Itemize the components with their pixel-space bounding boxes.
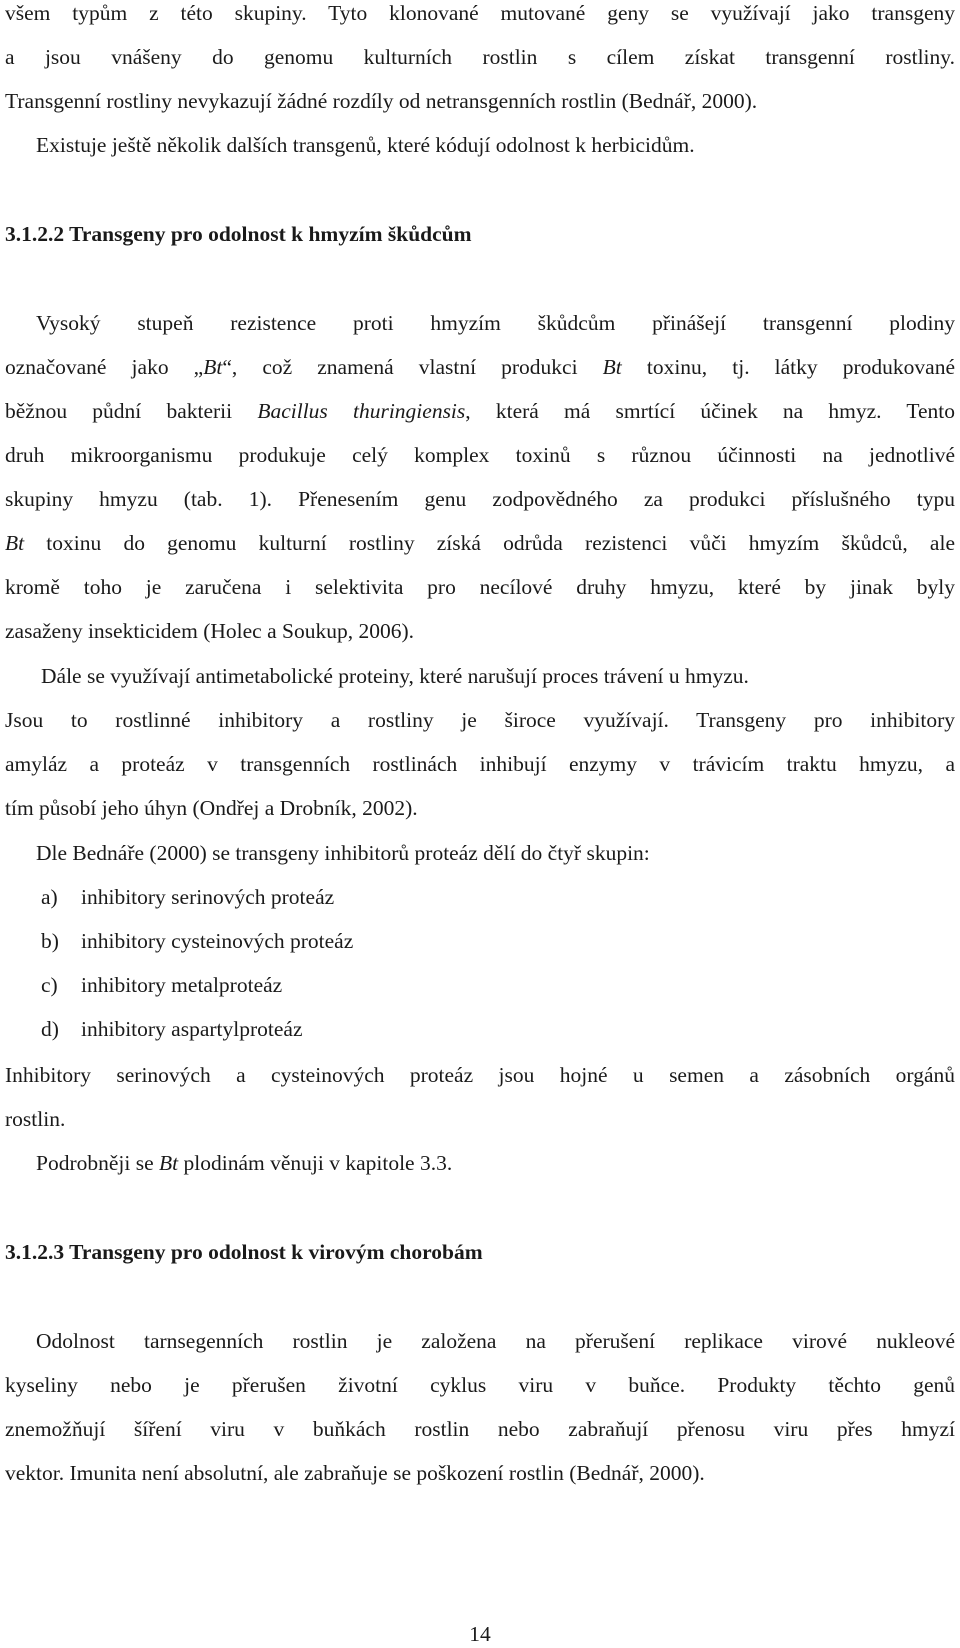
para-line: amyláz a proteáz v transgenních rostlinách inhibují enzymy v trávicím traktu hmyzu, a: [5, 752, 955, 776]
para-line: kromě toho je zaručena i selektivita pro necílové druhy hmyzu, které by jinak byly: [5, 575, 955, 599]
text-run: plodinám věnuji v kapitole 3.3.: [178, 1151, 453, 1175]
list-item: [41, 971, 941, 999]
list-item-text: inhibitory serinových proteáz: [81, 885, 335, 909]
para-line: znemožňují šíření viru v buňkách rostlin nebo zabraňují přenosu viru přes hmyzí: [5, 1417, 955, 1441]
list-item: [41, 1015, 941, 1043]
list-item-label: b): [41, 929, 59, 953]
para-line: Vysoký stupeň rezistence proti hmyzím škůdcům přinášejí transgenní plodiny: [36, 311, 955, 335]
para-line: [5, 397, 955, 425]
list-item-label: a): [41, 885, 58, 909]
text-run: označované jako „: [5, 355, 204, 379]
italic-term: Bt: [602, 355, 622, 379]
para-line: rostlin.: [5, 1107, 66, 1131]
para-line: Inhibitory serinových a cysteinových proteáz jsou hojné u semen a zásobních orgánů: [5, 1063, 955, 1087]
text-run: toxinu do genomu kulturní rostliny získá odrůda rezistenci vůči hmyzím škůdců, ale: [24, 531, 955, 555]
italic-term: Bt: [159, 1151, 179, 1175]
para-line: Jsou to rostlinné inhibitory a rostliny je široce využívají. Transgeny pro inhibitory: [5, 708, 955, 732]
section-heading-3-1-2-2: 3.1.2.2 Transgeny pro odolnost k hmyzím škůdcům: [5, 222, 472, 246]
list-item: [41, 883, 941, 911]
section-heading-3-1-2-3: 3.1.2.3 Transgeny pro odolnost k virovým chorobám: [5, 1240, 483, 1264]
italic-term: Bt: [5, 531, 25, 555]
intro-line-4: Existuje ještě několik dalších transgenů, které kódují odolnost k herbicidům.: [36, 133, 695, 157]
para-line: kyseliny nebo je přerušen životní cyklus viru v buňce. Produkty těchto genů: [5, 1373, 955, 1397]
intro-line-2: a jsou vnášeny do genomu kulturních rostlin s cílem získat transgenní rostliny.: [5, 45, 955, 69]
para-line: [5, 529, 955, 557]
list-item-text: inhibitory metalproteáz: [81, 973, 283, 997]
italic-term: Bt: [203, 355, 223, 379]
text-run: “, což znamená vlastní produkci: [222, 355, 603, 379]
para-line: zasaženy insekticidem (Holec a Soukup, 2006).: [5, 619, 414, 643]
text-run: , která má smrtící účinek na hmyz. Tento: [465, 399, 955, 423]
para-line: Odolnost tarnsegenních rostlin je založena na přerušení replikace virové nukleové: [36, 1329, 955, 1353]
page-number: 14: [469, 1622, 491, 1646]
para-line: Dále se využívají antimetabolické proteiny, které narušují proces trávení u hmyzu.: [41, 664, 749, 688]
list-item-label: d): [41, 1017, 59, 1041]
para-line: skupiny hmyzu (tab. 1). Přenesením genu zodpovědného za produkci příslušného typu: [5, 487, 955, 511]
para-line: druh mikroorganismu produkuje celý komplex toxinů s různou účinnosti na jednotlivé: [5, 443, 955, 467]
para-line: [36, 1149, 955, 1177]
list-item-text: inhibitory cysteinových proteáz: [81, 929, 354, 953]
intro-line-1: všem typům z této skupiny. Tyto klonované mutované geny se využívají jako transgeny: [5, 1, 955, 25]
para-line: [5, 353, 955, 381]
intro-line-3: Transgenní rostliny nevykazují žádné rozdíly od netransgenních rostlin (Bednář, 2000).: [5, 89, 758, 113]
list-item: [41, 927, 941, 955]
para-line: Dle Bednáře (2000) se transgeny inhibitorů proteáz dělí do čtyř skupin:: [36, 841, 650, 865]
list-item-label: c): [41, 973, 58, 997]
italic-term: Bacillus thuringiensis: [257, 399, 466, 423]
para-line: vektor. Imunita není absolutní, ale zabraňuje se poškození rostlin (Bednář, 2000).: [5, 1461, 705, 1485]
text-run: toxinu, tj. látky produkované: [621, 355, 955, 379]
text-run: Podrobněji se: [36, 1151, 160, 1175]
text-run: běžnou půdní bakterii: [5, 399, 258, 423]
para-line: tím působí jeho úhyn (Ondřej a Drobník, 2002).: [5, 796, 418, 820]
list-item-text: inhibitory aspartylproteáz: [81, 1017, 303, 1041]
